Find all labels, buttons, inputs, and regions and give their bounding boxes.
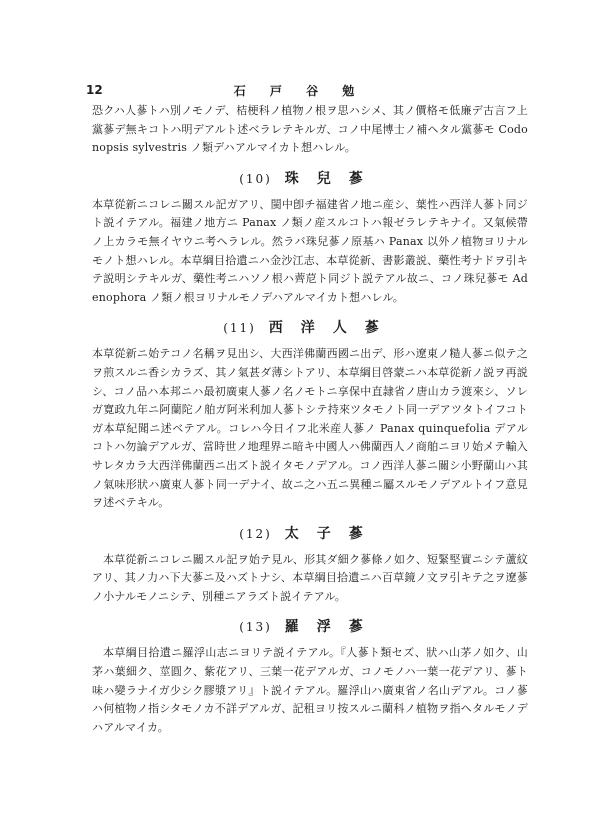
section-number: (12) bbox=[239, 526, 272, 541]
section-paragraph: 本草從新ニコレニ關スル記ガアリ、閩中卽チ福建省ノ地ニ産シ、葉性ハ西洋人蔘ト同ジト説イテアル。福建ノ地方ニ Panax ノ類ノ産スルコトハ報ゼラレテキナイ。又氣候帶ノ上カラモ無イヤウニ考ヘラレル。然ラバ珠兒蔘ノ原基ハ Panax 以外ノ植物ヨリナルモノト想ハレル。本草綱目拾遺ニハ金沙江志、本草從新、書影叢説、藥性考ナドヲ引キテ説明シテキルガ、藥性考ニハソノ根ハ薺苨ト同ジト説テアル故ニ、コノ珠兒蔘モ Adenophora ノ類ノ根ヨリナルモノデハアルマイカト想ハレル。 bbox=[92, 197, 528, 304]
section-heading-12 bbox=[92, 523, 528, 543]
section-heading-13 bbox=[92, 616, 528, 636]
section-number: (11) bbox=[223, 321, 256, 336]
section-heading-10 bbox=[92, 168, 528, 188]
section-paragraph: 本草綱目拾遺ニ羅浮山志ニヨリテ説イテアル。『人蔘ト類セズ、狀ハ山茅ノ如ク、山茅ハ葉細ク、莖圓ク、紫花アリ、三葉一花デアルガ、コノモノハ一葉一花デアリ、蔘ト味ハ變ラナイガ少シク膠漿アリ』ト説イテアル。羅浮山ハ廣東省ノ名山デアル。コノ蔘ハ何植物ノ指シタモノカ不詳デアルガ、記租ヨリ按スルニ蘭科ノ植物ヲ指ヘタルモノデハアルマイカ。 bbox=[92, 646, 528, 734]
section-paragraph: 本草從新ニ始テコノ名稱ヲ見出シ、大西洋佛蘭西國ニ出デ、形ハ遼東ノ糙人蔘ニ似テ之ヲ煎スルニ香シカラズ、其ノ氣甚ダ薄シトアリ、本草綱目啓蒙ニハ本草從新ノ説ヲ再説シ、コノ品ハ本邦ニハ最初廣東人蔘ノ名ノモトニ享保中直隷省ノ唐山カラ渡來シ、ソレガ寛政九年ニ阿蘭陀ノ舶ガ阿米利加人蔘トシテ持來ツタモノト同一デアツタトイフコトガ本草紀聞ニ述ベテアル。コレハ今日イフ北米産人蔘ノ Panax quinquefolia デアルコトハ勿論デアルガ、當時世ノ地理界ニ暗キ中國人ハ佛蘭西人ノ商舶ニヨリ始メテ輸入サレタカラ大西洋佛蘭西ニ出ズト説イタモノデアル。コノ西洋人蔘ニ關シ小野蘭山ハ其ノ氣味形狀ハ廣東人蔘ト同一デナイ、故ニ之ハ五ニ異種ニ屬スルモノデアルトイフ意見ヲ述ベテキル。 bbox=[92, 347, 528, 510]
running-title: 石 戸 谷 勉 bbox=[233, 84, 365, 98]
section-title: 西洋人蔘 bbox=[268, 320, 397, 337]
intro-paragraph: 恐クハ人蔘トハ別ノモノデ、桔梗科ノ植物ノ根ヲ思ハシメ、其ノ價格モ低廉デ古言フ上黨蔘デ無キコトハ明デアルト述ベラレテキルガ、コノ中尾博士ノ補ヘタル黨蔘モ Codonopsis sylvestris ノ類デハアルマイカト想ハレル。 bbox=[92, 104, 528, 155]
body-text bbox=[92, 102, 528, 737]
section-heading-11 bbox=[92, 317, 528, 337]
section-title: 太子蔘 bbox=[284, 525, 381, 542]
section-number: (13) bbox=[239, 620, 272, 635]
section-paragraph: 本草從新ニコレニ關スル記ヲ始テ見ル、形其ダ細ク蔘條ノ如ク、短緊堅實ニシテ蘆紋アリ、其ノ力ハ下大蔘ニ及ハズトナシ、本草綱目拾遺ニハ百草鏡ノ文ヲ引キテ之ヲ遼蔘ノ小ナルモノニシテ、別種ニアラズト説イテアル。 bbox=[92, 552, 528, 603]
page-number: 12 bbox=[86, 83, 103, 97]
section-title: 珠兒蔘 bbox=[284, 170, 381, 187]
section-number: (10) bbox=[239, 171, 272, 186]
section-title: 羅浮蔘 bbox=[284, 619, 381, 636]
